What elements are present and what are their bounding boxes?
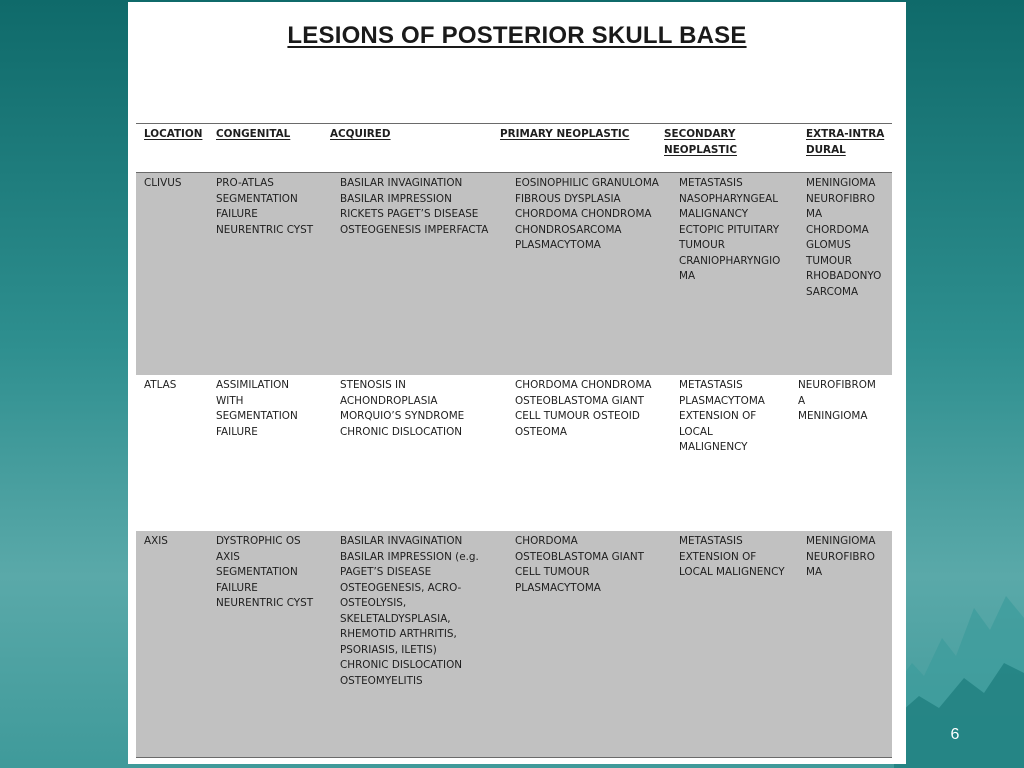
header-primary-neoplastic: PRIMARY NEOPLASTIC xyxy=(500,128,630,140)
slide-page xyxy=(128,2,906,764)
header-extra-intra-dural: EXTRA-INTRA DURAL xyxy=(806,128,885,156)
cell-acquired: BASILAR INVAGINATION BASILAR IMPRESSION RICKETS PAGET’S DISEASE OSTEOGENESIS IMPERFACTA xyxy=(340,177,489,236)
cell-location: CLIVUS xyxy=(144,177,182,189)
cell-acquired: BASILAR INVAGINATION BASILAR IMPRESSION (e.g. PAGET’S DISEASE OSTEOGENESIS, ACRO- OSTEOLYSIS, SKELETALDYSPLASIA, RHEMOTID ARTHRITIS, PSORIASIS, ILETIS) CHRONIC DISLOCATION OSTEOMYELITIS xyxy=(340,535,479,687)
cell-location: ATLAS xyxy=(144,379,177,391)
header-location: LOCATION xyxy=(144,128,203,140)
lesions-table xyxy=(136,123,892,758)
cell-secondary: METASTASIS EXTENSION OF LOCAL MALIGNENCY xyxy=(679,535,785,578)
cell-location: AXIS xyxy=(144,535,168,547)
table-header-row xyxy=(136,123,892,173)
cell-extra-intra: MENINGIOMA NEUROFIBRO MA xyxy=(806,535,876,578)
cell-secondary: METASTASIS NASOPHARYNGEAL MALIGNANCY ECTOPIC PITUITARY TUMOUR CRANIOPHARYNGIO MA xyxy=(679,177,781,282)
table-row-axis xyxy=(136,531,892,758)
page-number: 6 xyxy=(950,726,960,743)
cell-primary: CHORDOMA CHONDROMA OSTEOBLASTOMA GIANT CELL TUMOUR OSTEOID OSTEOMA xyxy=(515,379,652,438)
header-secondary-neoplastic: SECONDARY NEOPLASTIC xyxy=(664,128,737,156)
cell-extra-intra: MENINGIOMA NEUROFIBRO MA CHORDOMA GLOMUS TUMOUR RHOBADONYO SARCOMA xyxy=(806,177,882,298)
cell-primary: CHORDOMA OSTEOBLASTOMA GIANT CELL TUMOUR PLASMACYTOMA xyxy=(515,535,644,594)
cell-congenital: PRO-ATLAS SEGMENTATION FAILURE NEURENTRIC CYST xyxy=(216,177,314,236)
cell-acquired: STENOSIS IN ACHONDROPLASIA MORQUIO’S SYNDROME CHRONIC DISLOCATION xyxy=(340,379,465,438)
table-row-clivus xyxy=(136,173,892,375)
slide-title: LESIONS OF POSTERIOR SKULL BASE xyxy=(287,22,747,49)
cell-congenital: ASSIMILATION WITH SEGMENTATION FAILURE xyxy=(216,379,298,438)
cell-congenital: DYSTROPHIC OS AXIS SEGMENTATION FAILURE NEURENTRIC CYST xyxy=(216,535,314,609)
cell-primary: EOSINOPHILIC GRANULOMA FIBROUS DYSPLASIA CHORDOMA CHONDROMA CHONDROSARCOMA PLASMACYTOMA xyxy=(515,177,659,251)
cell-extra-intra: NEUROFIBROM A MENINGIOMA xyxy=(798,379,876,422)
header-congenital: CONGENITAL xyxy=(216,128,291,140)
header-acquired: ACQUIRED xyxy=(330,128,391,140)
cell-secondary: METASTASIS PLASMACYTOMA EXTENSION OF LOCAL MALIGNENCY xyxy=(679,379,765,453)
table-row-atlas xyxy=(136,375,892,531)
